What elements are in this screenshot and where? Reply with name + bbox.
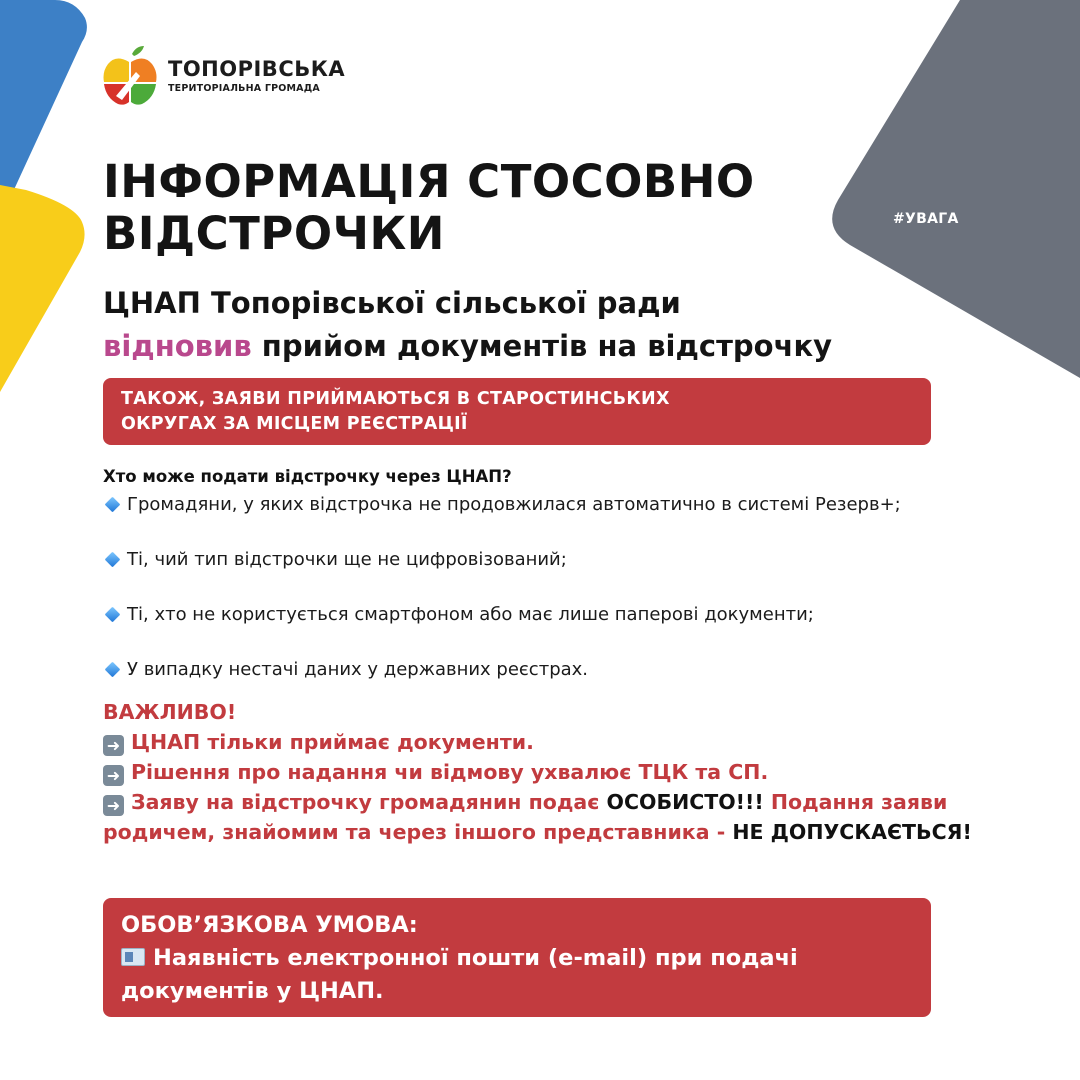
important-line-text: Рішення про надання чи відмову ухвалює ТЦК та СП. [131, 760, 769, 784]
condition-text-wrap [121, 942, 913, 1008]
mandatory-condition-banner [103, 898, 931, 1017]
who-can-apply-section [103, 466, 1043, 683]
subtitle-line1: ЦНАП Топорівської сільської ради [103, 286, 681, 320]
subtitle-rest: прийом документів на відстрочку [251, 329, 833, 363]
right-arrow-icon: ➜ [103, 795, 124, 816]
banner1-line1: ТАКОЖ, ЗАЯВИ ПРИЙМАЮТЬСЯ В СТАРОСТИНСЬКИХ [121, 389, 670, 409]
condition-heading: ОБОВ’ЯЗКОВА УМОВА: [121, 912, 418, 938]
list-item [103, 545, 1043, 573]
logo-subtitle: ТЕРИТОРІАЛЬНА ГРОМАДА [168, 83, 320, 94]
apple-logo-icon [102, 44, 158, 108]
subtitle-line2 [103, 325, 903, 368]
also-accepted-banner [103, 378, 931, 445]
blue-diamond-icon [105, 661, 121, 677]
condition-text: Наявність електронної пошти (e-mail) при подачі документів у ЦНАП. [121, 945, 798, 1004]
important-line-text: ЦНАП тільки приймає документи. [131, 730, 534, 754]
subtitle [103, 282, 903, 368]
blue-diamond-icon [105, 496, 121, 512]
important-emphasis: ОСОБИСТО!!! [606, 790, 764, 814]
list-item [103, 490, 1043, 518]
who-question: Хто може подати відстрочку через ЦНАП? [103, 467, 512, 486]
important-line [103, 787, 993, 847]
list-item [103, 655, 1043, 683]
list-item-text: У випадку нестачі даних у державних реєстрах. [127, 658, 589, 680]
list-item-text: Ті, чий тип відстрочки ще не цифровізований; [127, 548, 567, 570]
important-line [103, 757, 993, 787]
important-emphasis: НЕ ДОПУСКАЄТЬСЯ! [732, 820, 972, 844]
subtitle-accent: відновив [103, 329, 252, 363]
right-arrow-icon: ➜ [103, 765, 124, 786]
page-title: ІНФОРМАЦІЯ СТОСОВНО ВІДСТРОЧКИ [103, 155, 755, 260]
email-icon [121, 948, 145, 966]
important-section [103, 697, 993, 847]
blue-diamond-icon [105, 551, 121, 567]
list-item-text: Ті, хто не користується смартфоном або має лише паперові документи; [127, 603, 814, 625]
list-item-text: Громадяни, у яких відстрочка не продовжилася автоматично в системі Резерв+; [127, 493, 901, 515]
community-logo [102, 44, 345, 108]
banner1-line2: ОКРУГАХ ЗА МІСЦЕМ РЕЄСТРАЦІЇ [121, 414, 468, 434]
blue-diamond-icon [105, 606, 121, 622]
right-arrow-icon: ➜ [103, 735, 124, 756]
important-line-text: Заяву на відстрочку громадянин подає [131, 790, 607, 814]
important-line-text: Подання заяви родичем, знайомим та через іншого представника - [103, 790, 948, 844]
yellow-shape [0, 185, 85, 392]
important-line [103, 727, 993, 757]
list-item [103, 600, 1043, 628]
important-heading: ВАЖЛИВО! [103, 700, 237, 724]
hashtag-label: #УВАГА [893, 211, 959, 227]
blue-shape [0, 0, 87, 220]
logo-name: ТОПОРІВСЬКА [168, 57, 346, 81]
